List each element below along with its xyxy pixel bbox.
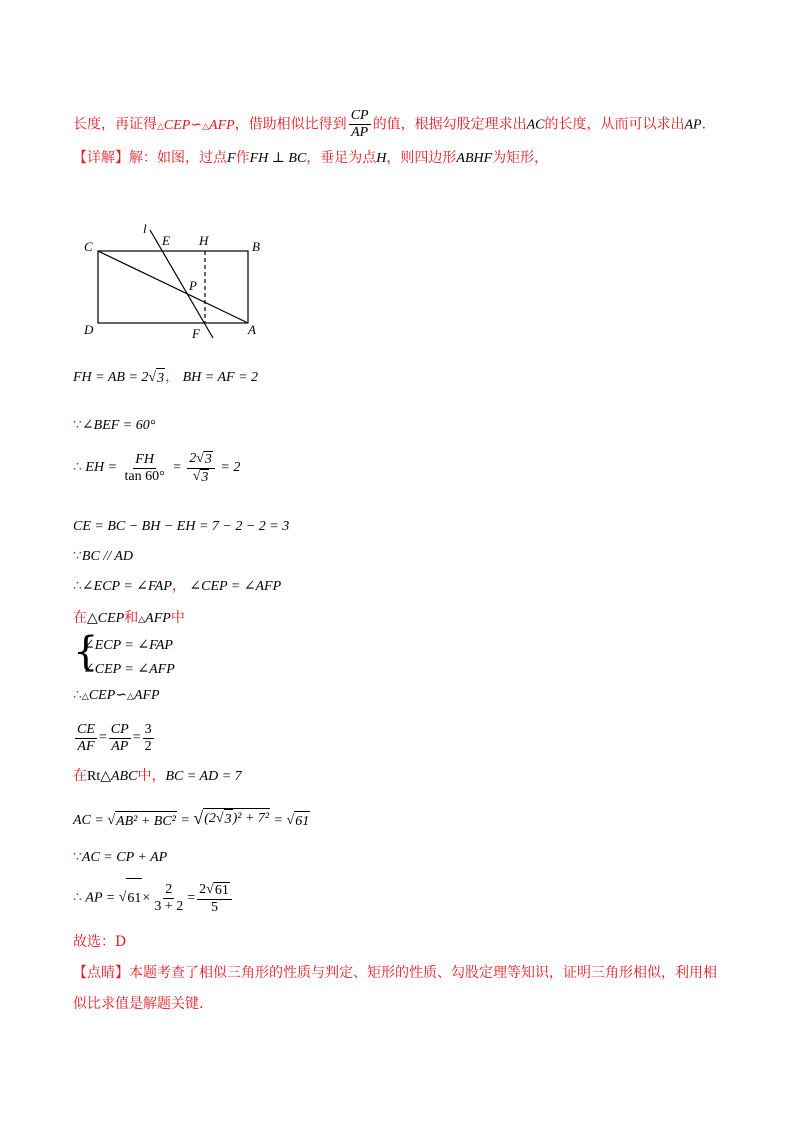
note-line-2	[73, 994, 203, 1014]
eq12-expr: AC = CP + AP	[81, 850, 168, 865]
eq13-s1: 61	[126, 878, 142, 919]
label-l: l	[143, 221, 147, 236]
because-symbol-2: ∵	[73, 549, 82, 564]
therefore-symbol: ∴	[73, 460, 82, 475]
detail-text-e: 为矩形，	[492, 150, 549, 166]
eq11-r1: AB² + BC²	[115, 811, 177, 832]
eq9-n3: 3	[144, 721, 152, 737]
eq13-eq: =	[187, 890, 196, 906]
eq9-d1: AF	[77, 738, 95, 754]
label-b: B	[252, 239, 260, 254]
eq-similar: ∴△CEP∽△AFP	[73, 688, 160, 703]
brace: {	[73, 629, 99, 675]
label-a: A	[248, 322, 256, 337]
quad-abhf: ABHF	[456, 151, 493, 166]
therefore-symbol-4: ∴	[73, 890, 82, 906]
eq3-coef: 2	[189, 450, 197, 466]
eq10-text-a: 在	[73, 768, 87, 784]
eq7-t2: AFP	[145, 611, 171, 626]
eq8-sim: ∽	[115, 688, 128, 703]
eq-ratio: $\frac{CE}{AF}$ = $\frac{CP}{AP}$ = $\frac{3}{2}$	[77, 721, 152, 754]
eq-angles	[73, 577, 281, 597]
eq11-r2s: 3	[224, 809, 233, 830]
eq11-res: =	[273, 813, 287, 828]
segment-ap: AP	[684, 117, 702, 133]
eq7-t1: CEP	[97, 611, 125, 626]
eq4-expr: CE = BC − BH − EH = 7 − 2 − 2 = 3	[73, 519, 290, 534]
eq-fh-ab: FH = AB = 2 √ 3 ， BH = AF = 2	[73, 368, 258, 389]
label-d: D	[84, 322, 94, 337]
eq-ap: ∴ AP = √ 61 × $\frac{2}{3 + 2}$ = 2 √ 61 5	[73, 878, 234, 919]
eq3-den1: tan 60°	[124, 468, 165, 484]
eq13-n2c: 2	[199, 881, 207, 897]
note-label: 【点睛】	[73, 965, 129, 981]
detail-line	[73, 148, 548, 169]
note-text-2: 似比求值是解题关键.	[73, 996, 204, 1012]
because-symbol: ∵	[73, 418, 82, 433]
ratio-cp-ap: $\frac{CP}{AP}$	[350, 108, 369, 140]
triangle-cep: CEP	[163, 117, 191, 133]
eq13-n2s: 61	[214, 882, 229, 898]
note-text-1: 本题考查了相似三角形的性质与判定、矩形的性质、勾股定理等知识，证明三角形相似，利用相	[129, 965, 717, 981]
point-f: F	[227, 151, 236, 166]
eq-ac: AC = √ AB² + BC² = √ (2 √ 3 )² + 7² = √ 61	[73, 808, 310, 832]
geometry-figure	[80, 220, 280, 350]
similar-symbol: ∽	[190, 117, 203, 133]
intro-text-c: 的值，根据勾股定理求出	[372, 116, 527, 133]
eq2-expr: ∠BEF = 60°	[81, 418, 156, 433]
segment-ac: AC	[526, 117, 545, 133]
therefore-symbol-3: ∴	[73, 688, 82, 703]
intro-text-d: 的长度，从而可以求出	[544, 116, 685, 133]
eq9-d3: 2	[144, 738, 152, 754]
intro-line-1: 长度，再证得△CEP∽△AFP，借助相似比得到 $\frac{CP}{AP}$ 的值，根据勾股定理求出AC的长度，从而可以求出AP.	[73, 108, 707, 140]
period: .	[701, 116, 707, 133]
eq9-n1: CE	[77, 721, 95, 737]
eq-ce	[73, 517, 289, 537]
detail-text-b: 作	[235, 150, 250, 166]
eq11-lhs: AC =	[73, 813, 104, 828]
eq-rt-abc	[73, 766, 242, 787]
eq-ac-sum	[73, 848, 167, 868]
note-line-1	[73, 963, 717, 983]
eq11-r2b: )² + 7²	[232, 811, 270, 826]
answer-text: 故选：D	[73, 934, 127, 950]
eq13-times: ×	[142, 890, 151, 906]
label-p: P	[189, 278, 197, 293]
eq10-expr: BC = AD = 7	[165, 769, 242, 784]
eq1-right: BH = AF = 2	[182, 370, 259, 385]
eq8-t1: CEP	[88, 688, 116, 703]
eq11-eq: =	[180, 813, 190, 828]
eq9-n2: CP	[110, 721, 129, 737]
eq10-rt: Rt△	[87, 769, 111, 784]
eq3-lhs: EH =	[85, 460, 118, 475]
detail-text-d: ，则四边形	[386, 150, 457, 166]
triangle-symbol: △	[87, 611, 98, 626]
eq7-text-c: 中	[170, 610, 185, 626]
intro-text-a: 长度，再证得	[73, 116, 157, 133]
triangle-afp: AFP	[209, 117, 235, 133]
eq-eh: ∴ EH = $\frac{FH}{\tan 60^\circ}$ = 2 √ 3 √ 3 = 2	[73, 450, 241, 485]
eq11-r3: 61	[294, 811, 310, 832]
detail-text-c: ，垂足为点	[306, 150, 377, 166]
system-row-2: ∠CEP = ∠AFP	[83, 662, 175, 677]
eq3-eq: =	[172, 460, 182, 475]
detail-label: 【详解】	[73, 150, 129, 166]
eq5-expr: BC // AD	[81, 549, 133, 564]
intro-text-b: ，借助相似比得到	[234, 116, 347, 133]
eq6-b: ∠CEP = ∠AFP	[189, 579, 282, 594]
eq6-sep: ，	[171, 579, 186, 594]
perp-expr: FH ⊥ BC	[249, 151, 307, 166]
eq10-tri: ABC	[111, 769, 138, 784]
eq3-sqrt-den: 3	[201, 469, 209, 485]
label-c: C	[84, 239, 93, 254]
eq1-left: FH = AB = 2	[73, 370, 149, 385]
detail-text-a: 解：如图，过点	[129, 150, 227, 166]
eq1-sqrt: 3	[156, 368, 165, 389]
eq9-d2: AP	[111, 738, 129, 754]
eq8-t2: AFP	[133, 688, 160, 703]
eq-parallel	[73, 547, 133, 567]
label-e: E	[162, 233, 170, 248]
eq10-text-b: 中，	[137, 768, 166, 784]
label-f: F	[192, 326, 200, 341]
eq13-d2: 5	[210, 899, 218, 915]
system-row-1: ∠ECP = ∠FAP	[83, 638, 173, 653]
eq-angle-bef	[73, 416, 155, 436]
eq3-sqrt-num: 3	[204, 451, 212, 467]
eq13-lhs: AP =	[85, 890, 116, 906]
diagonal-ca	[98, 251, 248, 323]
eq3-result: = 2	[220, 460, 241, 475]
eq7-text-a: 在	[73, 610, 87, 626]
eq1-sep: ，	[165, 370, 180, 385]
label-h: H	[199, 233, 209, 248]
eq13-d1: 3 + 2	[154, 899, 184, 914]
eq3-num1: FH	[135, 451, 154, 467]
answer-line	[73, 932, 126, 952]
because-symbol-3: ∵	[73, 850, 82, 865]
eq-in-triangles: 在△CEP和△AFP中	[73, 610, 185, 626]
eq11-r2a: (2	[204, 811, 216, 826]
eq7-text-b: 和	[124, 610, 139, 626]
therefore-symbol-2: ∴	[73, 579, 82, 594]
eq13-n1: 2	[165, 882, 173, 897]
eq6-a: ∠ECP = ∠FAP	[81, 579, 172, 594]
point-h: H	[376, 151, 387, 166]
